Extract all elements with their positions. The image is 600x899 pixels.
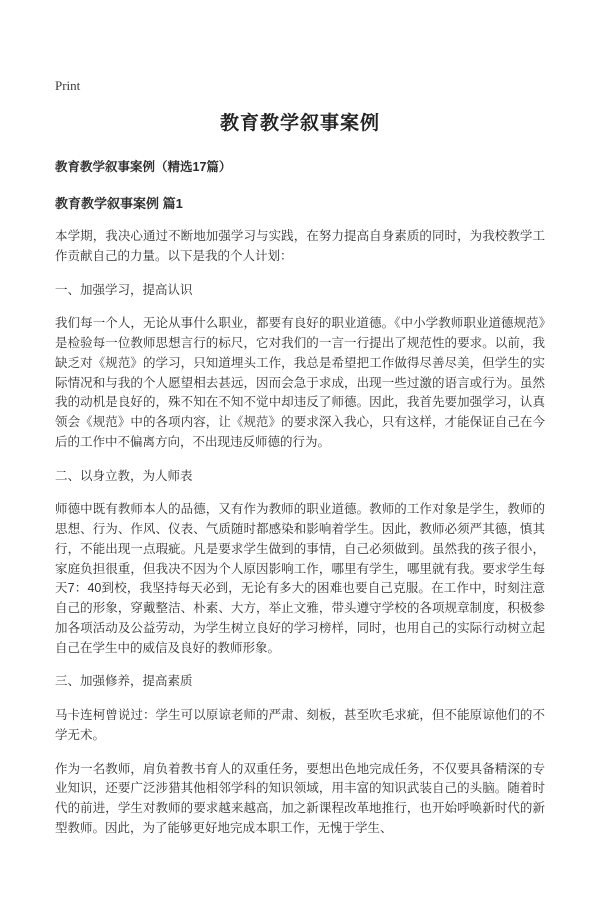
section-heading: 二、以身立教，为人师表 — [55, 468, 193, 483]
body-paragraph: 作为一名教师，肩负着教书育人的双重任务，要想出色地完成任务，不仅要具备精深的专业知识，还要广泛涉猎其他相邻学科的知识领域，用丰富的知识武装自己的头脑。随着时代的前进，学生对教师的要求越来越高，加之新课程改革地推行，也开始呼唤新时代的新型教师。因此，为了能够更好地完成本职工作，无愧于学生、 — [55, 761, 545, 835]
print-link[interactable]: Print — [55, 78, 81, 93]
section-heading: 一、加强学习，提高认识 — [55, 282, 193, 297]
body-paragraph: 我们每一个人，无论从事什么职业，都要有良好的职业道德。《中小学教师职业道德规范》是检验每一位教师思想言行的标尺，它对我们的一言一行提出了规范性的要求。以前，我缺乏对《规范》的学习，只知道埋头工作，我总是希望把工作做得尽善尽美，但学生的实际情况和与我的个人愿望相去甚远，因而会急于求成，出现一些过激的语言或行为。虽然我的动机是良好的，殊不知在不知不觉中却违反了师德。因此，我首先要加强学习，认真领会《规范》中的各项内容，让《规范》的要求深入我心，只有这样，才能保证自己在今后的工作中不偏离方向，不出现违反师德的行为。 — [55, 316, 545, 449]
section-heading: 三、加强修养，提高素质 — [55, 674, 193, 689]
document-subtitle: 教育教学叙事案例（精选17篇） — [55, 160, 232, 174]
document-title: 教育教学叙事案例 — [219, 113, 380, 134]
body-paragraph: 本学期，我决心通过不断地加强学习与实践，在努力提高自身素质的同时，为我校教学工作贡献自己的力量。以下是我的个人计划： — [55, 229, 545, 263]
article-section-title: 教育教学叙事案例 篇1 — [55, 196, 183, 211]
body-paragraph: 师德中既有教师本人的品德，又有作为教师的职业道德。教师的工作对象是学生，教师的思想、行为、作风、仪表、气质随时都感染和影响着学生。因此，教师必须严其德，慎其行，不能出现一点瑕疵。凡是要求学生做到的事情，自己必须做到。虽然我的孩子很小，家庭负担很重，但我决不因为个人原因影响工作，哪里有学生，哪里就有我。要求学生每天7：40到校，我坚持每天必到，无论有多大的困难也要自己克服。在工作中，时刻注意自己的形象，穿戴整洁、朴素、大方，举止文雅，带头遵守学校的各项规章制度，积极参加各项活动及公益劳动，为学生树立良好的学习榜样，同时，也用自己的实际行动树立起自己在学生中的威信及良好的教师形象。 — [55, 502, 545, 655]
content-blocks — [55, 227, 545, 839]
body-paragraph: 马卡连柯曾说过：学生可以原谅老师的严肃、刻板，甚至吹毛求疵，但不能原谅他们的不学无术。 — [55, 708, 545, 742]
